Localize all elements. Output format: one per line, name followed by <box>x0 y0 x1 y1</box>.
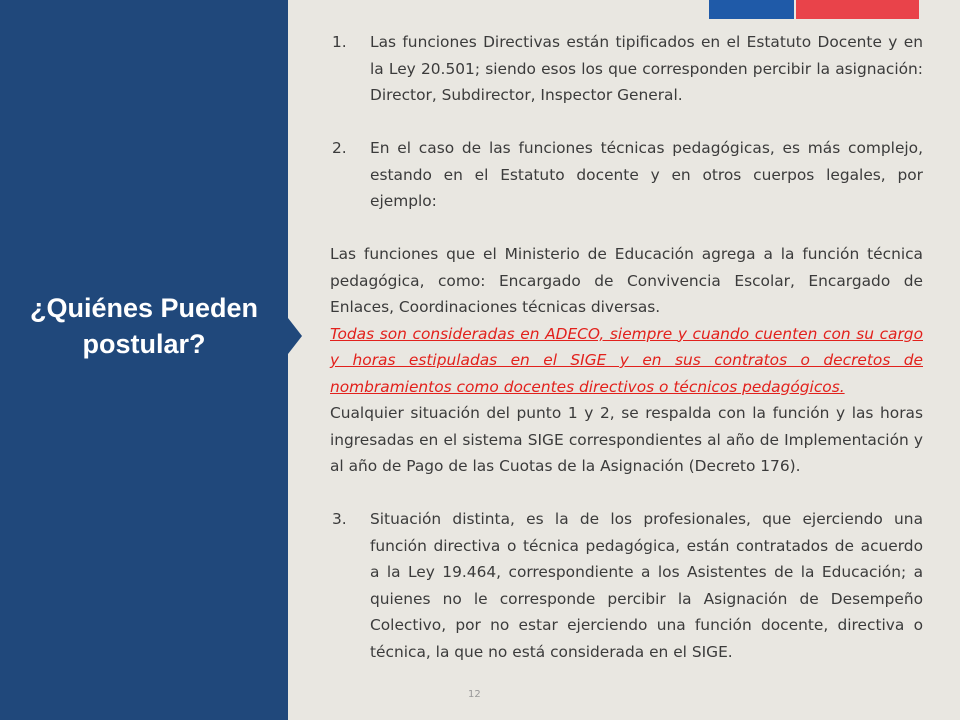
list-number: 3. <box>332 510 347 528</box>
slide-body <box>330 29 923 665</box>
flag-stripe-red <box>796 0 919 19</box>
flag-stripe-blue <box>709 0 794 19</box>
list-text: Situación distinta, es la de los profesionales, que ejerciendo una función directiva o técnica pedagógica, están contratados de acuerdo a la Ley 19.464, correspondiente a los Asistentes de la Educación; a quienes no le corresponde percibir la Asignación de Desempeño Colectivo, por no estar ejerciendo una función docente, directiva o técnica, la que no está considerada en el SIGE. <box>370 510 923 661</box>
paragraph-sige-backing: Cualquier situación del punto 1 y 2, se respalda con la función y las horas ingresadas en el sistema SIGE correspondientes al año de Implementación y al año de Pago de las Cuotas de la Asignación (Decreto 176). <box>330 404 923 475</box>
list-item-2 <box>330 135 923 215</box>
list-text: Las funciones Directivas están tipificados en el Estatuto Docente y en la Ley 20.501; siendo esos los que corresponden percibir la asignación: Director, Subdirector, Inspector General. <box>370 33 923 104</box>
list-number: 2. <box>332 139 347 157</box>
page-number: 12 <box>468 689 481 700</box>
paragraph-ministry-functions: Las funciones que el Ministerio de Educación agrega a la función técnica pedagógica, como: Encargado de Convivencia Escolar, Encargado de Enlaces, Coordinaciones técnicas diversas. <box>330 245 923 316</box>
highlight-adeco-note: Todas son consideradas en ADECO, siempre y cuando cuenten con su cargo y horas estipuladas en el SIGE y en sus contratos o decretos de nombramientos como docentes directivos o técnicos pedagógicos. <box>330 324 923 396</box>
list-item-1 <box>330 29 923 109</box>
slide-title: ¿Quiénes Pueden postular? <box>29 293 259 359</box>
list-item-3 <box>330 506 923 665</box>
list-text: En el caso de las funciones técnicas pedagógicas, es más complejo, estando en el Estatuto docente y en otros cuerpos legales, por ejemplo: <box>370 139 923 210</box>
list-number: 1. <box>332 33 347 51</box>
sidebar-pointer <box>288 318 302 354</box>
